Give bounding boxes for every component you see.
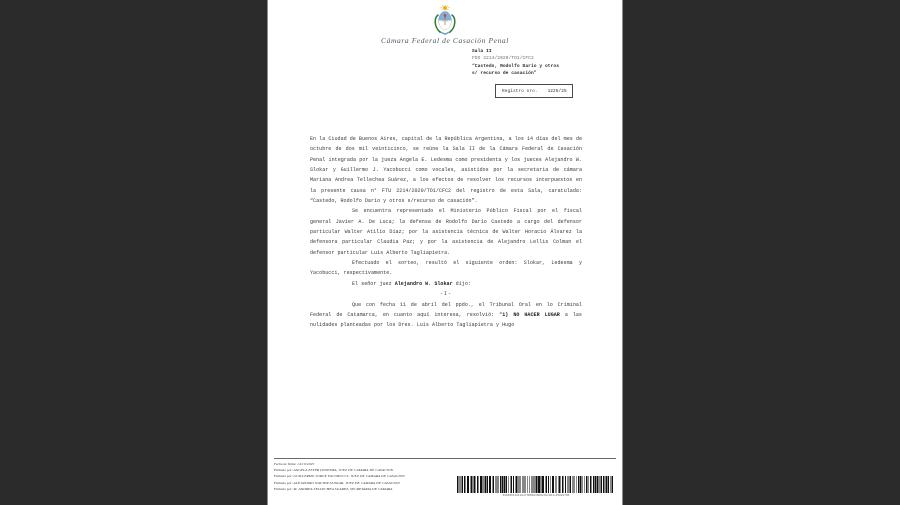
signature-name: ALEJANDRO WALTER SLOKAR, JUEZ DE CAMARA DE CASACION — [293, 480, 400, 485]
body-paragraph — [310, 279, 582, 289]
body-text: En la Ciudad de Buenos Aires, capital de la República Argentina, a los 14 días del mes de octubre de dos mil veinticinco, se reúne la Sala II de la Cámara Federal de Casación Penal integrada por la jueza Angela E. Ledesma como presidenta y los jueces Alejandro W. Slokar y Guillermo J. Yacobucci como vocales, asistidos por la secretaria de cámara Mariana Andrea Tellechea Suárez, a los efectos de resolver los recursos interpuestos en la presente causa n° FTU 2214/2020/TO1/CFC2 del registro de esta Sala, caratulada: “Castedo, Rodolfo Darío y otros s/recurso de casación”. — [310, 136, 582, 205]
registro-label: Registro nro. — [502, 88, 538, 94]
body-paragraph — [310, 300, 582, 331]
body-text: -I- — [439, 291, 453, 298]
signature-name: GUILLERMO JORGE YACOBUCCI, JUEZ DE CAMARA DE CASACION — [293, 474, 405, 479]
registro-box — [495, 84, 573, 98]
signature-date-value: 14/10/2025 — [297, 462, 315, 466]
barcode-area — [456, 476, 616, 502]
document-page — [268, 0, 622, 505]
case-caption — [472, 48, 620, 78]
emblem-container — [268, 4, 622, 36]
signature-prefix: Firmado por: — [274, 480, 294, 485]
court-name: Cámara Federal de Casación Penal — [381, 36, 509, 45]
caption-caratula-line1: “Castedo, Rodolfo Darío y otros — [472, 63, 560, 69]
barcode-number: #30656118F18477BM623MA02C0C1D4+25022705 — [502, 494, 570, 497]
signature-prefix: Firmado por: — [274, 474, 294, 479]
signature-date-label: Fecha de firma: — [274, 462, 297, 466]
caption-expediente: FDO 2214/2020/TO1/CFC2 — [472, 56, 534, 62]
caption-caratula-line2: s/ recurso de casación” — [472, 71, 537, 77]
body-text: El señor juez — [352, 280, 395, 287]
body-paragraph — [310, 258, 582, 279]
signature-prefix: Firmado por: — [274, 486, 294, 491]
body-paragraph — [310, 206, 582, 258]
body-text: Se encuentra representado el Ministerio Público Fiscal por el fiscal general Javier A. De Luca; la defensa de Rodolfo Darío Castedo a cargo del defensor particular Walter Atilio Díaz; por la asistencia técnica de Walter Horacio Álvarez la defensora particular Claudia Paz; y por la asistencia de Alejandro Lellis Colman el defensor particular Luis Alberto Tagliapietra. — [310, 208, 582, 256]
body-text: a las nulidades planteadas por los Dres. Luis Alberto Tagliapietra y Hugo — [310, 311, 582, 329]
signature-prefix: Firmado por: — [274, 468, 294, 473]
argentina-coat-of-arms-icon — [432, 4, 458, 36]
emphasized-text: Alejandro W. Slokar — [394, 280, 453, 287]
body-text: Que con fecha 11 de abril del ppdo., el Tribunal Oral en lo Criminal Federal de Catamarca, en cuanto aquí interesa, resolvió: “ — [310, 301, 582, 318]
signature-name: ANGELA ESTER LEDESMA, JUEZ DE CAMARA DE CASACION — [293, 468, 394, 473]
body-paragraph — [310, 134, 582, 206]
registro-value: 1225/25 — [547, 88, 567, 94]
body-text: Efectuado el sorteo, resultó el siguiente orden: Slokar, Ledesma y Yacobucci, respectivamente. — [310, 260, 582, 277]
body-text: dijo: — [452, 280, 471, 287]
emphasized-text: NO HACER LUGAR — [513, 311, 560, 318]
caption-sala: Sala II — [472, 49, 492, 54]
section-roman-numeral — [310, 289, 582, 299]
signature-name: M. ANDREA TELLECHEA SUAREZ, SECRETARIA DE CAMARA — [293, 486, 393, 491]
emphasized-text: 1) — [502, 311, 509, 318]
document-body — [310, 134, 582, 331]
document-barcode-icon — [456, 476, 616, 493]
signature-divider — [274, 458, 616, 459]
